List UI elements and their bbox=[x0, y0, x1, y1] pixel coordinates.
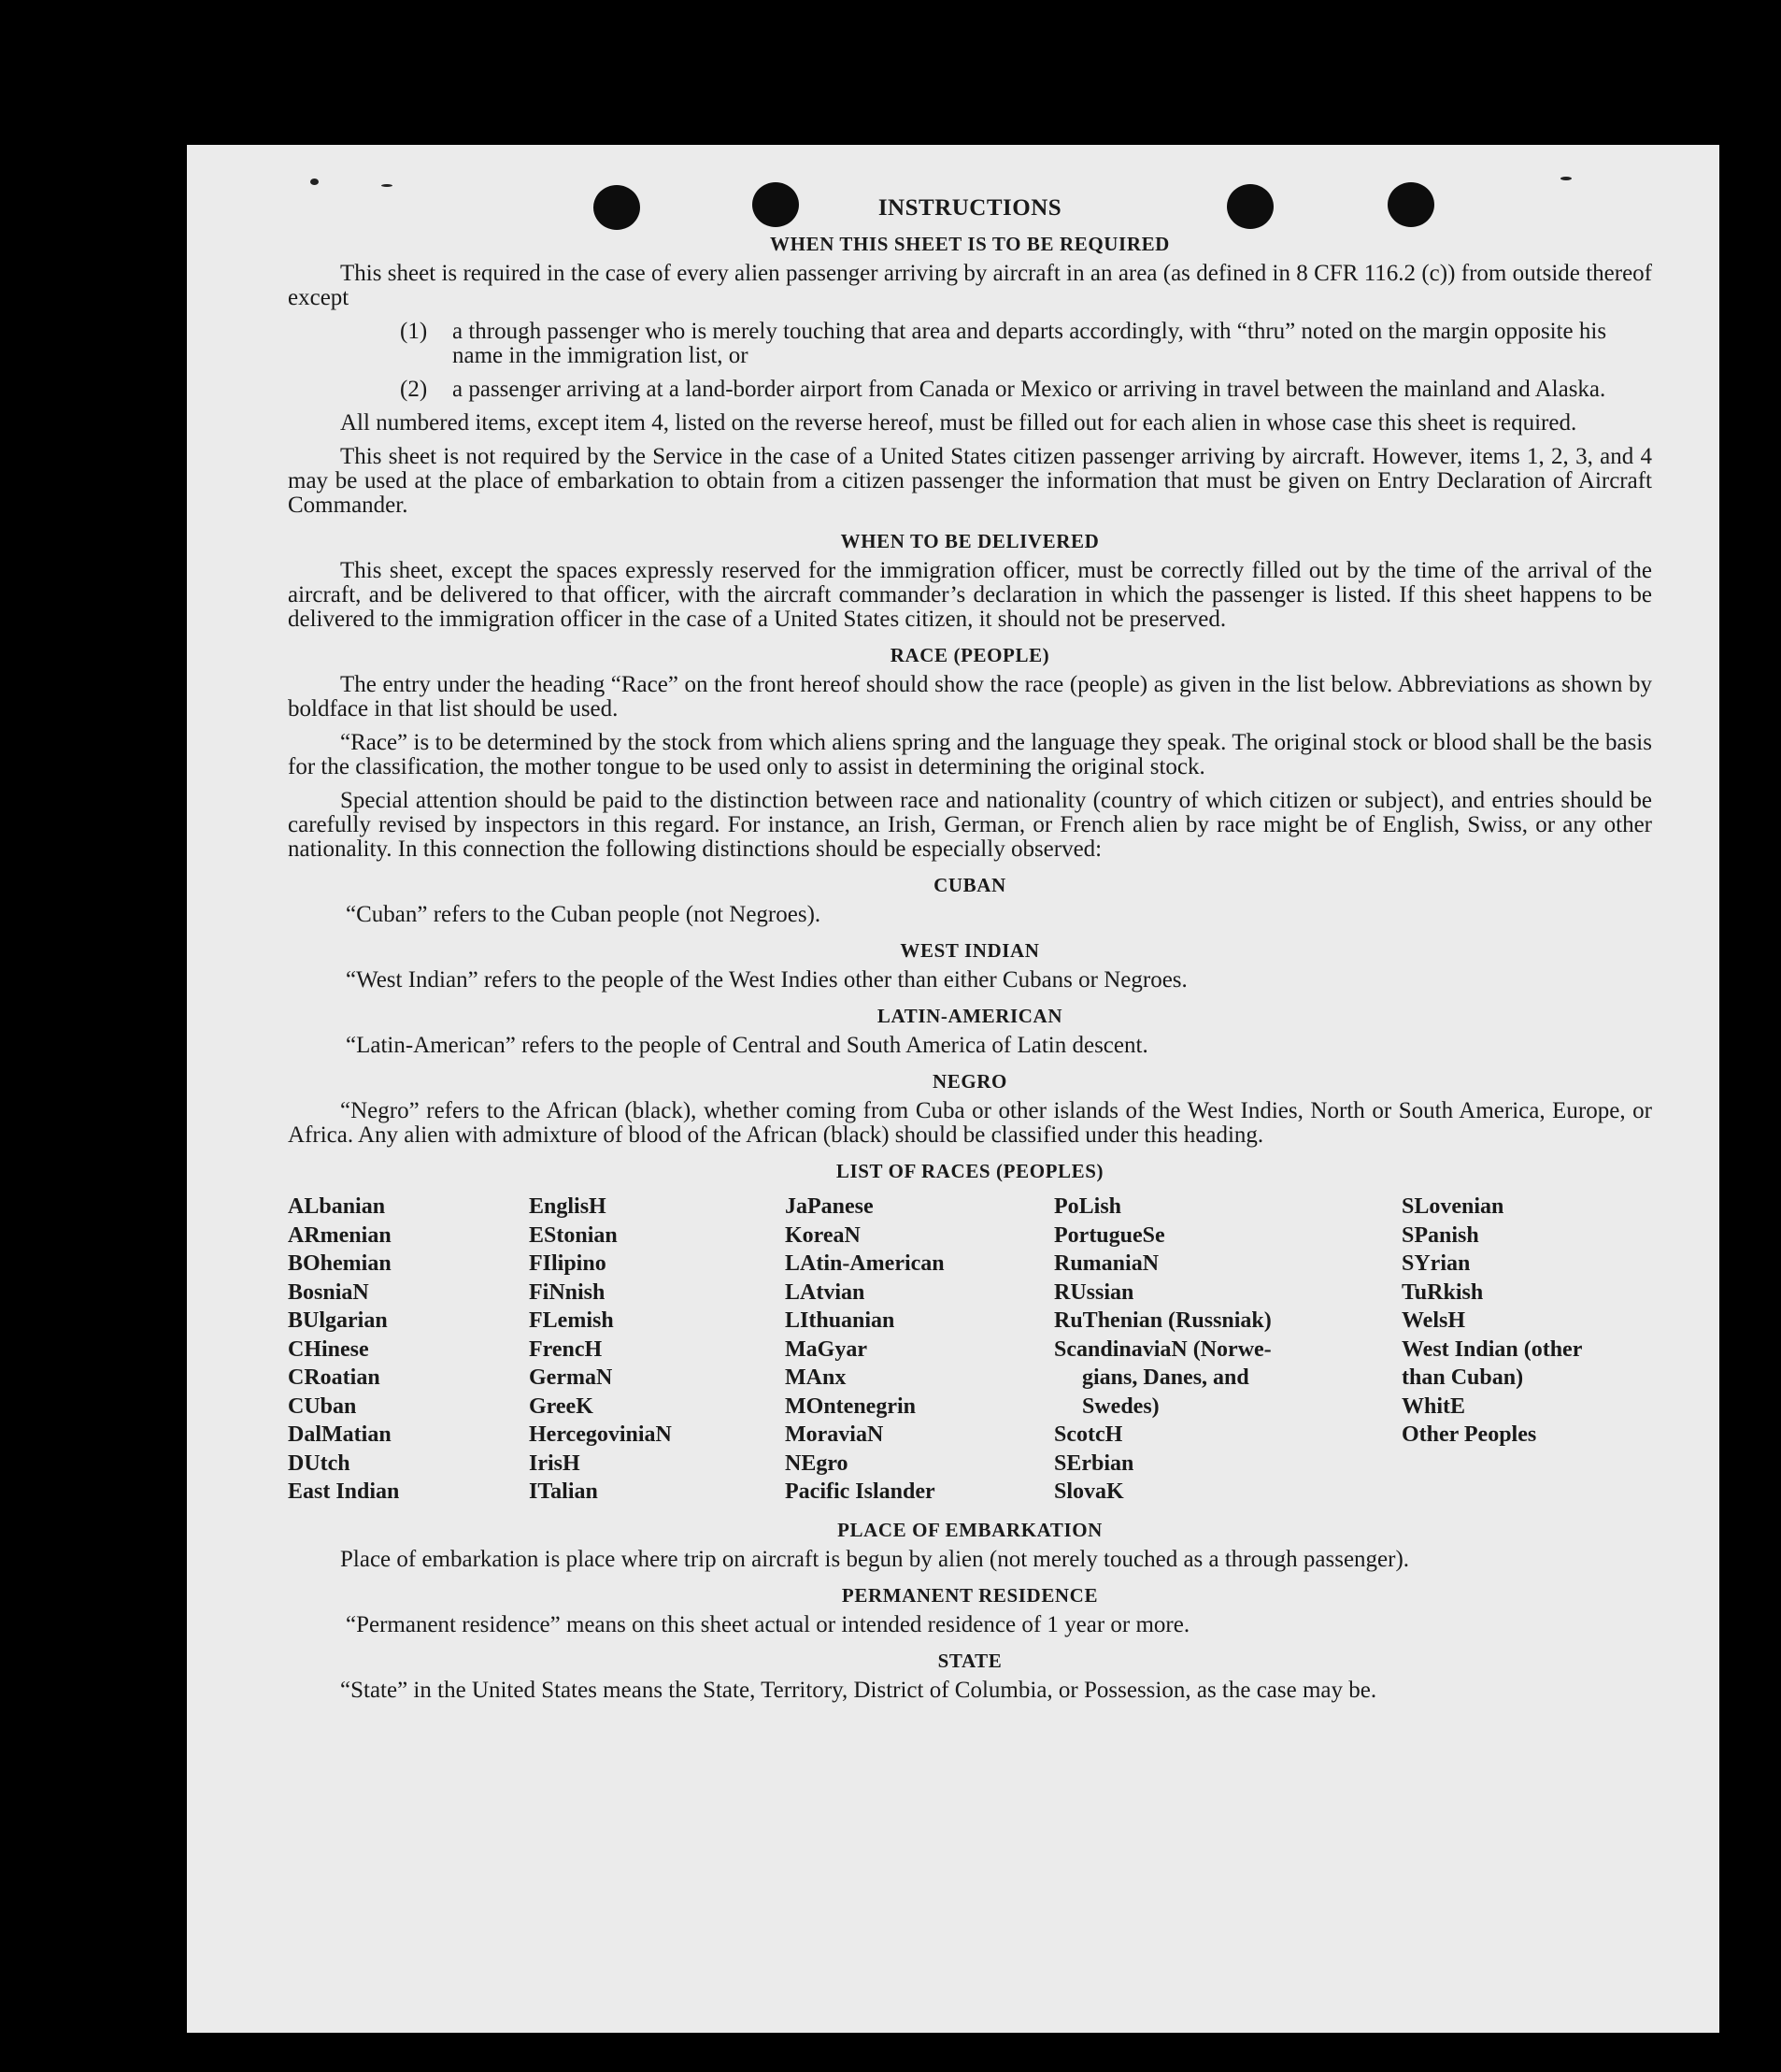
section-heading-race: RACE (PEOPLE) bbox=[890, 644, 1050, 666]
race-entry: RuThenian (Russniak) bbox=[1054, 1308, 1272, 1333]
race-entry: PoLish bbox=[1054, 1194, 1122, 1219]
races-list bbox=[288, 1193, 1652, 1507]
race-entry: FIlipino bbox=[529, 1251, 606, 1276]
race-entry: CUban bbox=[288, 1393, 357, 1419]
race-entry: HercegoviniaN bbox=[529, 1422, 672, 1447]
section-heading-negro: NEGRO bbox=[932, 1070, 1007, 1093]
instructions-content bbox=[288, 196, 1652, 1703]
race-entry-continuation: Swedes) bbox=[1082, 1393, 1160, 1419]
section-heading-west-indian: WEST INDIAN bbox=[900, 939, 1040, 962]
page-title: INSTRUCTIONS bbox=[877, 195, 1062, 221]
race-entry: WelsH bbox=[1402, 1308, 1466, 1333]
race-entry: Pacific Islander bbox=[785, 1479, 935, 1504]
scan-speck bbox=[381, 184, 392, 187]
race-entry: MOntenegrin bbox=[785, 1393, 916, 1419]
citizen-paragraph: This sheet is not required by the Service in the case of a United States citizen passenger arriving by aircraft. However, items 1, 2, 3, and 4 may be used at the place of embarkation to obtain from a citizen passenger the information that must be given on Entry Declaration of Aircraft Commander. bbox=[288, 444, 1652, 518]
races-column-5 bbox=[1402, 1193, 1652, 1507]
west-indian-text: “West Indian” refers to the people of the West Indies other than either Cubans or Negroes. bbox=[346, 967, 1188, 993]
race-entry: FiNnish bbox=[529, 1279, 606, 1305]
exception-item-2 bbox=[400, 378, 1652, 402]
section-heading-latin-american: LATIN-AMERICAN bbox=[876, 1005, 1063, 1027]
item-text: a through passenger who is merely touching that area and departs accordingly, with “thru” noted on the margin opposite his name in the immigration list, or bbox=[452, 319, 1607, 368]
item-text: a passenger arriving at a land-border airport from Canada or Mexico or arriving in travel between the mainland and Alaska. bbox=[452, 377, 1606, 402]
races-column-2 bbox=[529, 1193, 785, 1507]
race-entry: TuRkish bbox=[1402, 1279, 1484, 1305]
required-intro: This sheet is required in the case of every alien passenger arriving by aircraft in an area (as defined in 8 CFR 116.2 (c)) from outside thereof except bbox=[288, 261, 1652, 310]
race-entry: SPanish bbox=[1402, 1222, 1479, 1248]
section-heading-embarkation: PLACE OF EMBARKATION bbox=[837, 1518, 1103, 1541]
scan-speck bbox=[1560, 177, 1572, 180]
race-entry: ALbanian bbox=[288, 1194, 386, 1219]
race-entry: West Indian (other bbox=[1402, 1336, 1583, 1362]
race-entry: EnglisH bbox=[529, 1194, 606, 1219]
race-entry: ARmenian bbox=[288, 1222, 392, 1248]
race-paragraph-1: The entry under the heading “Race” on the front hereof should show the race (people) as given in the list below. Abbreviations as shown by boldface in that list should be used. bbox=[288, 672, 1652, 722]
residence-text: “Permanent residence” means on this sheet actual or intended residence of 1 year or more. bbox=[346, 1611, 1190, 1637]
race-entry: JaPanese bbox=[785, 1194, 874, 1219]
race-entry: EStonian bbox=[529, 1222, 618, 1248]
race-entry: MoraviaN bbox=[785, 1422, 884, 1447]
race-paragraph-3: Special attention should be paid to the distinction between race and nationality (country of which citizen or subject), and entries should be carefully revised by inspectors in this regard. For instance, an Irish, German, or French alien by race might be of English, Swiss, or any other nationality. In this connection the following distinctions should be especially observed: bbox=[288, 788, 1652, 862]
race-entry: RumaniaN bbox=[1054, 1251, 1160, 1276]
race-entry: BUlgarian bbox=[288, 1308, 388, 1333]
section-heading-races-list: LIST OF RACES (PEOPLES) bbox=[835, 1160, 1104, 1182]
race-entry: WhitE bbox=[1402, 1393, 1466, 1419]
state-text: “State” in the United States means the State, Territory, District of Columbia, or Possession, as the case may be. bbox=[340, 1677, 1377, 1703]
race-entry: MaGyar bbox=[785, 1336, 867, 1362]
race-entry: GreeK bbox=[529, 1393, 593, 1419]
race-entry: CRoatian bbox=[288, 1365, 380, 1390]
race-entry: RUssian bbox=[1054, 1279, 1134, 1305]
race-entry: Other Peoples bbox=[1402, 1422, 1537, 1447]
race-entry: BOhemian bbox=[288, 1251, 392, 1276]
race-entry: MAnx bbox=[785, 1365, 847, 1390]
delivered-paragraph: This sheet, except the spaces expressly reserved for the immigration officer, must be correctly filled out by the time of the arrival of the aircraft, and be delivered to that officer, with the aircraft commander’s declaration in which the passenger is listed. If this sheet happens to be delivered to the immigration officer in the case of a United States citizen, it should not be preserved. bbox=[288, 558, 1652, 632]
race-entry: PortugueSe bbox=[1054, 1222, 1165, 1248]
race-entry: SlovaK bbox=[1054, 1479, 1124, 1504]
race-entry: DUtch bbox=[288, 1450, 350, 1476]
race-entry: LAtvian bbox=[785, 1279, 865, 1305]
races-column-3 bbox=[785, 1193, 1054, 1507]
race-entry: ScotcH bbox=[1054, 1422, 1123, 1447]
section-heading-delivered: WHEN TO BE DELIVERED bbox=[840, 530, 1100, 552]
item-number: (2) bbox=[400, 377, 428, 402]
race-entry: BosniaN bbox=[288, 1279, 369, 1305]
race-entry: SYrian bbox=[1402, 1251, 1471, 1276]
section-heading-required: WHEN THIS SHEET IS TO BE REQUIRED bbox=[770, 233, 1170, 255]
race-entry: FLemish bbox=[529, 1308, 614, 1333]
race-entry: KoreaN bbox=[785, 1222, 861, 1248]
numbered-items-paragraph: All numbered items, except item 4, listed on the reverse hereof, must be filled out for each alien in whose case this sheet is required. bbox=[340, 410, 1577, 436]
embarkation-text: Place of embarkation is place where trip on aircraft is begun by alien (not merely touched as a through passenger). bbox=[340, 1546, 1410, 1572]
item-number: (1) bbox=[400, 319, 428, 344]
race-entry: LAtin-American bbox=[785, 1251, 945, 1276]
races-column-1 bbox=[288, 1193, 529, 1507]
section-heading-cuban: CUBAN bbox=[933, 874, 1006, 896]
latin-american-text: “Latin-American” refers to the people of Central and South America of Latin descent. bbox=[346, 1033, 1148, 1058]
race-entry: ScandinaviaN (Norwe- bbox=[1054, 1336, 1272, 1362]
race-entry: ITalian bbox=[529, 1479, 598, 1504]
race-entry: SErbian bbox=[1054, 1450, 1134, 1476]
races-column-4 bbox=[1054, 1193, 1402, 1507]
cuban-text: “Cuban” refers to the Cuban people (not Negroes). bbox=[346, 902, 821, 927]
race-entry: GermaN bbox=[529, 1365, 613, 1390]
race-paragraph-2: “Race” is to be determined by the stock from which aliens spring and the language they speak. The original stock or blood shall be the basis for the classification, the mother tongue to be used only to assist in determining the original stock. bbox=[288, 730, 1652, 779]
section-heading-residence: PERMANENT RESIDENCE bbox=[841, 1583, 1099, 1607]
race-entry: FrencH bbox=[529, 1336, 603, 1362]
race-entry: East Indian bbox=[288, 1479, 400, 1504]
race-entry: NEgro bbox=[785, 1450, 848, 1476]
race-entry: LIthuanian bbox=[785, 1308, 895, 1333]
section-heading-state: STATE bbox=[937, 1649, 1003, 1672]
race-entry: IrisH bbox=[529, 1450, 580, 1476]
exception-item-1 bbox=[400, 320, 1652, 368]
race-entry: CHinese bbox=[288, 1336, 369, 1362]
race-entry-continuation: gians, Danes, and bbox=[1082, 1365, 1249, 1390]
race-entry: DalMatian bbox=[288, 1422, 392, 1447]
race-entry: SLovenian bbox=[1402, 1194, 1504, 1219]
negro-text: “Negro” refers to the African (black), whether coming from Cuba or other islands of the West Indies, North or South America, Europe, or Africa. Any alien with admixture of blood of the African (black) should be classified under this heading. bbox=[288, 1098, 1652, 1148]
document-sheet bbox=[187, 145, 1719, 2033]
race-entry: than Cuban) bbox=[1402, 1365, 1524, 1390]
scan-speck bbox=[310, 179, 319, 185]
